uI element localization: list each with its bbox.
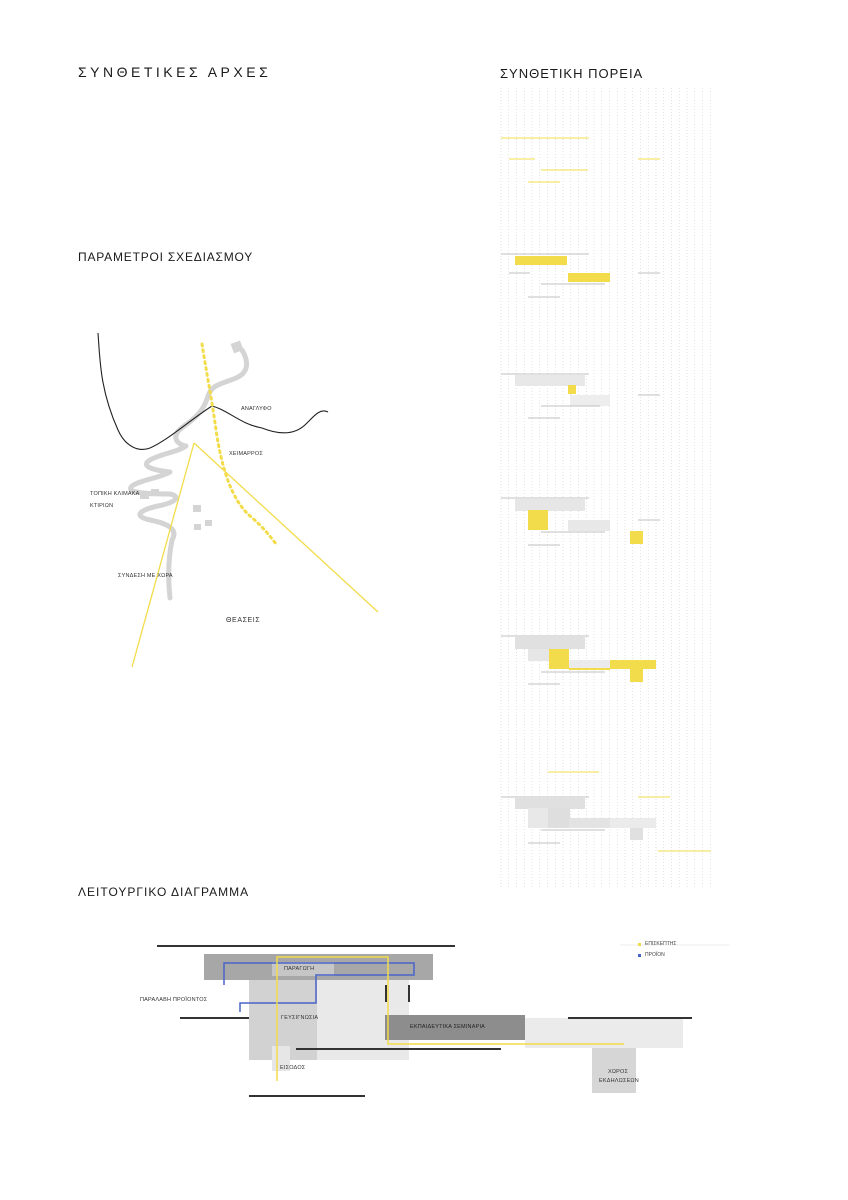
- legend-visitor: [638, 941, 676, 947]
- legend-product-label: ΠΡΟΪΟΝ: [645, 952, 665, 958]
- events-label-line2: ΕΚΔΗΛΩΣΕΩΝ: [599, 1078, 639, 1084]
- stream-label: ΧΕΙΜΑΡΡΟΣ: [229, 451, 263, 457]
- design-parameters-title: ΠΑΡΑΜΕΤΡΟΙ ΣΧΕΔΙΑΣΜΟΥ: [78, 250, 254, 264]
- visitor-swatch-icon: [638, 943, 641, 946]
- seminars-label: ΕΚΠΑΙΔΕΥΤΙΚΑ ΣΕΜΙΝΑΡΙΑ: [410, 1024, 486, 1030]
- legend-visitor-label: ΕΠΙΣΚΕΠΤΗΣ: [645, 941, 677, 947]
- product-swatch-icon: [638, 954, 641, 957]
- buildings-label: ΚΤΙΡΙΩΝ: [90, 503, 114, 509]
- terrain-label: ΑΝΑΓΛΥΦΟ: [241, 406, 272, 412]
- events-label-line1: ΧΩΡΟΣ: [608, 1069, 629, 1075]
- tasting-label: ΓΕΥΣΙΓΝΩΣΙΑ: [281, 1015, 319, 1021]
- local-stair-label: ΤΟΠΙΚΗ ΚΛΙΜΑΚΑ: [90, 491, 140, 497]
- production-label: ΠΑΡΑΓΩΓΗ: [284, 966, 315, 972]
- principles-title: ΣΥΝΘΕΤΙΚΕΣ ΑΡΧΕΣ: [78, 64, 272, 80]
- product-receipt-label: ΠΑΡΑΛΑΒΗ ΠΡΟΪΟΝΤΟΣ: [140, 997, 208, 1003]
- views-label: ΘΕΑΣΕΙΣ: [226, 617, 261, 624]
- connection-label: ΣΥΝΔΕΣΗ ΜΕ ΧΩΡΑ: [118, 573, 173, 579]
- composition-path-title: ΣΥΝΘΕΤΙΚΗ ΠΟΡΕΙΑ: [500, 66, 644, 81]
- legend-product: [638, 952, 665, 958]
- functional-diagram-title: ΛΕΙΤΟΥΡΓΙΚΟ ΔΙΑΓΡΑΜΜΑ: [78, 885, 250, 899]
- entrance-label: ΕΙΣΟΔΟΣ: [280, 1065, 306, 1071]
